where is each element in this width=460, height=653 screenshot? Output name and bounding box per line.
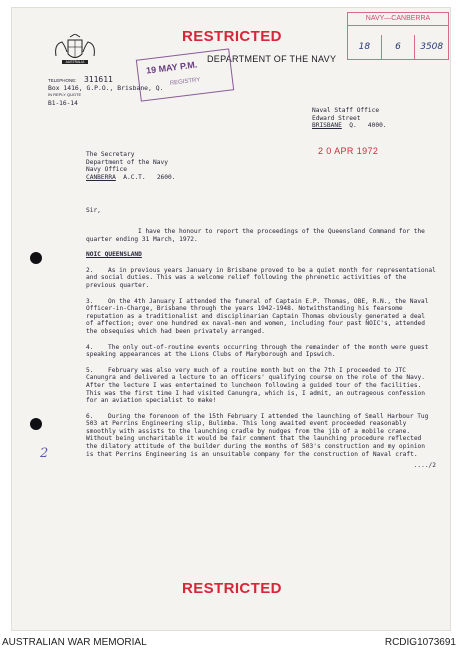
recipient-state: A.C.T. xyxy=(123,173,146,181)
paragraph-text: During the forenoon of the 15th February I attended the launching of Small Harbour Tug 503 at Perrins Engineering slip, Bulimba. This long awaited event proceeded reasonably smoothly with assists to the launching cradle by nudges from the jib of a mobile crane. Without being uncharitable it would be fair comment that the launching procedure reflected the dilatory attitude of the builder during the months of 503's construction and my opinion is that Perrins Engineering is an unsuitable company for the construction of Naval craft. xyxy=(86,412,429,458)
footer-right-label: RCDIG1073691 xyxy=(384,637,456,648)
footer-left-label: AUSTRALIAN WAR MEMORIAL xyxy=(2,637,147,648)
salutation: Sir, xyxy=(86,207,101,214)
paragraph-text: On the 4th January I attended the funeral of Captain E.P. Thomas, OBE, R.N., the Naval Officer-in-Charge, Brisbane through the years 1942-1948. Notwithstanding his fearsome reputation as a traditionalist and disciplinarian Captain Thomas obviously generated a deal of affection; over one hundred ex naval-men and women, including four past NOIC's, attended the obsequies which had been privately arranged. xyxy=(86,297,429,335)
paragraph-4 xyxy=(86,344,436,359)
paragraph-number: 5. xyxy=(86,366,94,374)
paragraph-text: The only out-of-routine events occurring through the remainder of the month were guest speaking appearances at the Lions Clubs of Maryborough and Ipswich. xyxy=(86,343,429,359)
sender-state: Q. xyxy=(349,122,357,130)
letter-body xyxy=(86,228,436,470)
received-date: 2 0 APR 1972 xyxy=(318,146,379,156)
recipient-city: CANBERRA xyxy=(86,173,116,181)
margin-note: 2 xyxy=(40,446,49,461)
registry-cell-2: 6 xyxy=(382,35,416,59)
telephone-number: 311611 xyxy=(83,75,113,84)
department-title: DEPARTMENT OF THE NAVY xyxy=(207,54,337,64)
registry-cell-1: 18 xyxy=(348,35,382,59)
sender-postcode: 4000. xyxy=(367,122,387,130)
reference-number: B1-16-14 xyxy=(48,100,78,108)
coat-of-arms-icon xyxy=(48,34,102,70)
paragraph-number: 3. xyxy=(86,297,94,305)
telephone-label: TELEPHONE: xyxy=(48,78,77,83)
punch-hole-top xyxy=(30,252,42,264)
recipient-block xyxy=(86,151,286,181)
restricted-heading-top: RESTRICTED xyxy=(182,28,282,45)
received-stamp-date: 19 MAY P.M. xyxy=(145,59,198,76)
sender-block-right xyxy=(312,107,442,130)
received-stamp-text: REGISTRY xyxy=(169,77,201,87)
recipient-postcode: 2600. xyxy=(156,173,176,181)
paragraph-5 xyxy=(86,367,436,405)
registry-cell-3: 3508 xyxy=(420,42,444,52)
document-page xyxy=(12,8,450,630)
sender-block-left xyxy=(48,76,198,108)
paragraph-3 xyxy=(86,298,436,336)
registry-stamp-title: NAVY—CANBERRA xyxy=(348,15,448,26)
punch-hole-bottom xyxy=(30,418,42,430)
box-address: Box 1416, G.P.O., Brisbane, Q. xyxy=(48,83,164,92)
recipient-line-2: Department of the Navy xyxy=(86,158,168,166)
continuation-marker: ..../2 xyxy=(413,462,436,470)
paragraph-number: 4. xyxy=(86,343,94,351)
sender-street: Edward Street xyxy=(312,114,361,122)
registry-stamp xyxy=(347,12,449,60)
paragraph-2 xyxy=(86,267,436,290)
restricted-heading-bottom: RESTRICTED xyxy=(182,580,282,597)
paragraph-number: 6. xyxy=(86,412,94,420)
crest-label: AUSTRALIA xyxy=(65,60,85,64)
reply-quote-label: IN REPLY QUOTE xyxy=(48,92,82,98)
archive-footer xyxy=(0,633,460,653)
sender-office: Naval Staff Office xyxy=(312,107,380,114)
paragraph-number: 2. xyxy=(86,266,94,274)
recipient-line-1: The Secretary xyxy=(86,151,135,158)
paragraph-6 xyxy=(86,413,436,459)
section-heading: NOIC QUEENSLAND xyxy=(86,251,142,259)
intro-paragraph xyxy=(86,228,436,243)
paragraph-text: February was also very much of a routine month but on the 7th I proceeded to JTC Canungra and delivered a lecture to an officers' qualifying course on the role of the Navy. After the lecture I was entertained to luncheon following a guided tour of the facilities. This was the first time I had visited Canungra, which is, I admit, an outrageous confession for an aviation specialist to make! xyxy=(86,366,425,405)
intro-text: I have the honour to report the proceedings of the Queensland Command for the quarter ending 31 March, 1972. xyxy=(86,228,425,243)
paragraph-text: As in previous years January in Brisbane proved to be a quiet month for representational and social duties. This was a welcome relief following the phrenetic activities of the previous quarter. xyxy=(86,266,436,289)
recipient-line-3: Navy Office xyxy=(86,166,127,174)
sender-city: BRISBANE xyxy=(312,122,342,130)
